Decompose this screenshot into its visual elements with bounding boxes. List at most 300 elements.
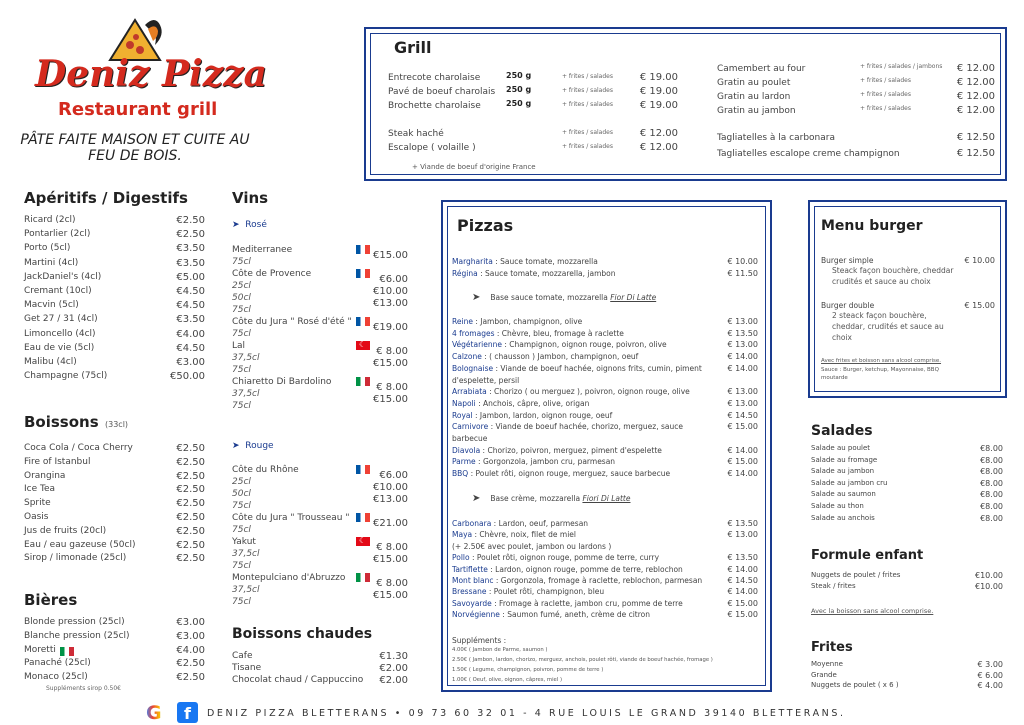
pizza-name: Parme — [452, 457, 476, 467]
supp-line: 1.00€ ( Oeuf, olive, oignon, câpres, miel ) — [452, 677, 563, 683]
grill-item-side: + frites / salades — [562, 87, 613, 94]
salades-item-price: €8.00 — [980, 502, 1003, 511]
bieres-item-price: €4.00 — [176, 644, 205, 656]
pizza-price: € 13.00 — [727, 530, 758, 540]
wine-size: 75cl — [232, 401, 251, 411]
aperitifs-item-price: €4.50 — [176, 342, 205, 354]
supp-line: 1.50€ ( Legume, champignon, poivron, pomme de terre ) — [452, 667, 604, 673]
boissons-item-price: €2.50 — [176, 456, 205, 468]
aperitifs-item-price: €3.50 — [176, 257, 205, 269]
pizza-price: € 15.00 — [727, 457, 758, 467]
grill-item-side: + frites / salades / jambons — [860, 63, 943, 70]
brand-subtitle: Restaurant grill — [58, 99, 218, 120]
pizza-desc: : Jambon, lardon, oignon rouge, oeuf — [472, 410, 613, 420]
grill-item-side: + frites / salades — [562, 143, 613, 150]
aperitifs-item-price: €4.00 — [176, 328, 205, 340]
pizza-desc: : Sauce tomate, mozzarella, jambon — [477, 269, 616, 278]
wine-price: €6.00 — [379, 470, 408, 481]
grill-item-price: € 12.50 — [956, 132, 995, 143]
salades-item-name: Salade au anchois — [811, 513, 875, 522]
wine-name: Mediterranee — [232, 245, 293, 255]
bieres-note: Suppléments sirop 0.50€ — [46, 685, 122, 692]
pizza-name: Régina — [452, 269, 478, 278]
pizza-desc: : Champignon, oignon rouge, poivron, olive — [501, 340, 667, 350]
pizza-desc: : Poulet rôti, oignon rouge, pomme de terre, curry — [469, 553, 660, 563]
frites-title: Frites — [811, 640, 853, 655]
grill-item-name: Entrecote charolaise — [388, 73, 481, 83]
wine-size: 25cl — [232, 477, 251, 487]
pizza-item — [452, 553, 659, 562]
grill-item-price: € 12.00 — [639, 142, 678, 153]
pizza-item — [452, 329, 624, 338]
grill-note: + Viande de boeuf d'origine France — [412, 163, 536, 171]
burger-note: Sauce : Burger, ketchup, Mayonnaise, BBQ moutarde — [821, 367, 939, 381]
boissons-item-price: €2.50 — [176, 484, 205, 496]
boissons-size: (33cl) — [105, 420, 129, 429]
aperitifs-item-name: Porto (5cl) — [24, 243, 71, 254]
grill-item-side: + frites / salades — [562, 129, 613, 136]
wine-size: 75cl — [232, 525, 251, 535]
pizza-item — [452, 352, 638, 361]
pizza-item — [452, 599, 683, 608]
pizza-desc: : Poulet rôti, champignon, bleu — [486, 587, 605, 597]
enfant-item-price: €10.00 — [975, 581, 1003, 591]
grill-item-price: € 12.00 — [956, 91, 995, 102]
boissons-item-price: €2.50 — [176, 553, 205, 565]
grill-item-name: Gratin au jambon — [717, 106, 796, 116]
wine-name: Yakut — [232, 537, 256, 547]
pizza-name: Carbonara — [452, 519, 492, 528]
rose-label — [232, 220, 267, 230]
pizza-desc: : Gorgonzola, jambon cru, parmesan — [475, 457, 616, 467]
aperitifs-item-price: €5.00 — [176, 271, 205, 283]
grill-item-name: Camembert au four — [717, 64, 806, 74]
pizza-price: € 13.00 — [727, 387, 758, 397]
pizza-price: € 14.50 — [727, 576, 758, 585]
pizza-price: € 13.50 — [727, 519, 758, 528]
pizza-name: Mont blanc — [452, 576, 494, 585]
wine-size: 37,5cl — [232, 549, 260, 559]
aperitifs-item-name: Cremant (10cl) — [24, 286, 92, 296]
pizza-base-text: Base sauce tomate, mozzarella — [490, 293, 611, 302]
pizza-name: Bolognaise — [452, 363, 494, 373]
bieres-item-price: €2.50 — [176, 658, 205, 670]
frites-item-price: € 3.00 — [977, 660, 1003, 669]
chaudes-item-name: Tisane — [232, 663, 262, 673]
chaudes-item-price: €1.30 — [379, 651, 408, 662]
bieres-item-name: Blonde pression (25cl) — [24, 617, 125, 627]
chaudes-title: Boissons chaudes — [232, 626, 373, 642]
aperitifs-item-price: €3.00 — [176, 357, 205, 368]
pizza-item — [452, 519, 588, 528]
boissons-item-name: Sirop / limonade (25cl) — [24, 553, 127, 564]
arrow-right-icon: ➤ — [472, 292, 481, 303]
arrow-right-icon: ➤ — [232, 220, 240, 230]
italy-flag-icon — [60, 647, 74, 656]
pizza-name: Royal — [452, 410, 473, 420]
pizza-price: € 14.50 — [727, 410, 758, 420]
pizzas-title: Pizzas — [457, 216, 514, 235]
chaudes-item-price: €2.00 — [379, 663, 408, 674]
pizza-name: Savoyarde — [452, 598, 492, 608]
boissons-item-name: Orangina — [24, 470, 66, 481]
brand-name: Deniz Pizza — [35, 53, 267, 95]
pizza-desc: : Viande de boeuf hachée, chorizo, merguez, sauce — [488, 422, 683, 432]
vins-title: Vins — [232, 189, 269, 207]
burger-price: € 15.00 — [964, 301, 995, 310]
pizza-desc: : Poulet rôti, oignon rouge, merguez, sauce barbecue — [468, 469, 671, 479]
grill-item-price: € 12.00 — [956, 63, 995, 74]
pizza-name: Carnivore — [452, 422, 489, 432]
boissons-item-price: €2.50 — [176, 443, 205, 454]
pizza-item — [452, 422, 683, 431]
grill-item-side: + frites / salades — [860, 105, 911, 112]
enfant-title: Formule enfant — [811, 548, 924, 563]
enfant-item-name: Steak / frites — [811, 581, 856, 590]
supp-line: 4.00€ ( Jambon de Parme, saumon ) — [452, 647, 548, 653]
wine-price: €6.00 — [379, 274, 408, 285]
arrow-right-icon: ➤ — [232, 441, 240, 451]
bieres-item-name: Panaché (25cl) — [24, 658, 91, 669]
pizza-item — [452, 317, 582, 326]
pizza-price: € 14.00 — [727, 363, 758, 373]
wine-size: 37,5cl — [232, 389, 260, 399]
wine-size: 37,5cl — [232, 585, 260, 595]
pizza-desc: : Chèvre, noix, filet de miel — [472, 530, 576, 540]
burger-name: Burger double — [821, 301, 875, 310]
chaudes-item-name: Cafe — [232, 651, 253, 661]
bieres-item-name: Monaco (25cl) — [24, 672, 88, 683]
pizza-price: € 13.50 — [727, 553, 758, 563]
burger-desc: Steack façon bouchère, cheddar crudités et sauce au choix — [832, 266, 954, 286]
pizza-base-link: Fiori Di Latte — [582, 494, 631, 503]
pizza-name: Bressane — [452, 587, 487, 597]
salades-item-price: €8.00 — [980, 478, 1003, 488]
aperitifs-item-name: Malibu (4cl) — [24, 357, 77, 367]
pizza-item — [452, 387, 690, 396]
pizza-desc: : Chorizo, poivron, merguez, piment d'espelette — [480, 445, 662, 455]
pizza-name: BBQ — [452, 469, 469, 479]
pizza-name: Napoli — [452, 398, 476, 408]
pizza-item — [452, 530, 576, 539]
pizza-name: Végétarienne — [452, 340, 502, 350]
pizza-desc: : Saumon fumé, aneth, crème de citron — [499, 610, 650, 620]
grill-item-name: Pavé de boeuf charolais — [388, 87, 496, 97]
bieres-item-price: €2.50 — [176, 672, 205, 684]
logo — [30, 15, 267, 130]
grill-item-name: Gratin au lardon — [717, 92, 791, 102]
grill-item-weight: 250 g — [506, 85, 532, 94]
aperitifs-item-name: Martini (4cl) — [24, 257, 79, 268]
chaudes-item-price: €2.00 — [379, 675, 408, 686]
wine-size: 75cl — [232, 305, 251, 315]
wine-price: €15.00 — [373, 590, 408, 601]
wine-name: Côte du Rhône — [232, 465, 299, 475]
frites-item-price: € 4.00 — [977, 681, 1003, 690]
grill-item-weight: 250 g — [506, 99, 532, 108]
grill-item-name: Tagliatelles à la carbonara — [717, 133, 835, 143]
arrow-right-icon: ➤ — [472, 493, 481, 504]
aperitifs-item-name: Limoncello (4cl) — [24, 328, 96, 339]
wine-price: €19.00 — [373, 322, 408, 333]
wine-name: Montepulciano d'Abruzzo — [232, 573, 346, 583]
aperitifs-item-price: €50.00 — [170, 371, 205, 383]
pizza-name: Margharita — [452, 257, 493, 266]
wine-name: Côte du Jura " Trousseau " — [232, 513, 350, 523]
salades-item-price: €8.00 — [980, 467, 1003, 477]
pizza-item — [452, 411, 612, 420]
pizza-price: € 11.50 — [727, 269, 758, 278]
pizza-item — [452, 565, 683, 574]
pizza-base-label — [472, 292, 656, 303]
aperitifs-item-price: €4.50 — [176, 286, 205, 297]
aperitifs-item-name: JackDaniel's (4cl) — [24, 271, 102, 282]
pizza-desc-cont: (+ 2.50€ avec poulet, jambon ou lardons ) — [452, 541, 612, 551]
pizza-price: € 14.00 — [727, 445, 758, 455]
boissons-item-name: Jus de fruits (20cl) — [24, 525, 107, 536]
salades-item-price: €8.00 — [980, 513, 1003, 523]
boissons-item-price: €2.50 — [176, 498, 205, 510]
pizza-item — [452, 399, 589, 408]
aperitifs-item-name: Champagne (75cl) — [24, 371, 108, 382]
aperitifs-item-name: Ricard (2cl) — [24, 215, 76, 225]
pizza-price: € 13.00 — [727, 398, 758, 408]
wine-price: €10.00 — [373, 286, 408, 297]
pizza-price: € 15.00 — [727, 422, 758, 432]
grill-item-side: + frites / salades — [860, 77, 911, 84]
pizza-price: € 14.00 — [727, 587, 758, 597]
pizza-price: € 13.00 — [727, 340, 758, 350]
enfant-note: Avec la boisson sans alcool comprise. — [811, 607, 934, 615]
aperitifs-item-name: Eau de vie (5cl) — [24, 342, 95, 353]
grill-item-price: € 19.00 — [639, 86, 678, 97]
grill-item-name: Gratin au poulet — [717, 78, 791, 88]
pizza-price: € 14.00 — [727, 564, 758, 574]
pizza-name: Reine — [452, 317, 473, 326]
pizza-price: € 13.00 — [727, 317, 758, 326]
wine-size: 50cl — [232, 293, 251, 303]
frites-item-name: Moyenne — [811, 660, 843, 668]
wine-size: 75cl — [232, 329, 251, 339]
burger-desc: 2 steack façon bouchère, cheddar, crudités et sauce au choix — [832, 311, 944, 342]
pizza-base-link: Fior Di Latte — [610, 293, 657, 302]
grill-item-name: Escalope ( volaille ) — [388, 143, 476, 153]
tagline: PÂTE FAITE MAISON ET CUITE AU FEU DE BOIS. — [20, 132, 250, 165]
pizza-desc: : ( chausson ) Jambon, champignon, oeuf — [481, 352, 639, 362]
grill-item-price: € 12.00 — [639, 128, 678, 139]
pizza-name: Norvégienne — [452, 610, 500, 620]
aperitifs-item-name: Macvin (5cl) — [24, 300, 79, 311]
grill-item-side: + frites / salades — [562, 101, 613, 108]
salades-item-price: €8.00 — [980, 455, 1003, 465]
frites-item-price: € 6.00 — [977, 670, 1003, 680]
aperitifs-item-price: €2.50 — [176, 215, 205, 226]
pizza-desc: : Viande de boeuf hachée, oignons frits, cumin, piment — [493, 363, 702, 373]
boissons-item-name: Coca Cola / Coca Cherry — [24, 443, 133, 453]
wine-size: 25cl — [232, 281, 251, 291]
pizza-desc-cont: d'espelette, persil — [452, 375, 520, 385]
pizza-price: € 15.00 — [727, 598, 758, 608]
wine-price: €21.00 — [373, 518, 408, 529]
supp-title: Suppléments : — [452, 636, 507, 645]
pizza-name: Pollo — [452, 553, 470, 563]
wine-size: 75cl — [232, 365, 251, 375]
wine-price: € 8.00 — [376, 542, 408, 553]
pizza-item — [452, 340, 667, 349]
salades-item-name: Salade au saumon — [811, 490, 876, 499]
rouge-label — [232, 441, 274, 451]
burger-price: € 10.00 — [964, 256, 995, 265]
grill-title: Grill — [394, 38, 432, 57]
grill-item-price: € 12.00 — [956, 77, 995, 88]
pizza-item — [452, 257, 598, 266]
pizza-name: Maya — [452, 530, 473, 540]
grill-item-side: + frites / salades — [562, 73, 613, 80]
pizza-base-text: Base crème, mozzarella — [490, 494, 583, 503]
wine-price: €15.00 — [373, 554, 408, 565]
boissons-item-name: Ice Tea — [24, 484, 56, 495]
pizza-item — [452, 587, 604, 596]
wine-name: Côte de Provence — [232, 269, 312, 279]
chaudes-item-name: Chocolat chaud / Cappuccino — [232, 675, 364, 685]
pizza-desc: : Chorizo ( ou merguez ), poivron, oignon rouge, olive — [486, 387, 690, 397]
grill-item-price: € 19.00 — [639, 72, 678, 83]
aperitifs-item-name: Get 27 / 31 (4cl) — [24, 314, 98, 325]
pizza-desc: : Lardon, oeuf, parmesan — [491, 519, 589, 528]
pizza-name: Diavola — [452, 445, 481, 455]
aperitifs-item-price: €2.50 — [176, 229, 205, 241]
pizza-desc: : Jambon, champignon, olive — [472, 317, 583, 326]
pizza-name: Tartiflette — [452, 564, 488, 574]
grill-item-price: € 19.00 — [639, 100, 678, 111]
pizza-item — [452, 269, 616, 278]
grill-item-name: Steak haché — [388, 129, 444, 139]
grill-item-name: Brochette charolaise — [388, 101, 481, 111]
aperitifs-item-price: €4.50 — [176, 300, 205, 312]
wine-price: €15.00 — [373, 394, 408, 405]
pizza-price: € 10.00 — [727, 257, 758, 266]
wine-price: € 8.00 — [376, 578, 408, 589]
wine-price: €15.00 — [373, 250, 408, 261]
pizza-item — [452, 457, 615, 466]
aperitifs-item-price: €3.50 — [176, 314, 205, 326]
supp-line: 2.50€ ( Jambon, lardon, chorizo, merguez, anchois, poulet rôti, viande de boeuf hachée, fromage ) — [452, 657, 713, 663]
wine-name: Lal — [232, 341, 246, 351]
pizza-price: € 15.00 — [727, 610, 758, 620]
wine-price: €13.00 — [373, 494, 408, 505]
wine-size: 75cl — [232, 561, 251, 571]
pizza-base-label — [472, 493, 631, 504]
google-icon[interactable]: G — [146, 703, 166, 723]
aperitifs-title: Apéritifs / Digestifs — [24, 189, 188, 207]
pizza-item — [452, 446, 662, 455]
salades-item-name: Salade au jambon cru — [811, 478, 888, 487]
salades-item-name: Salade au jambon — [811, 467, 875, 476]
salades-item-price: €8.00 — [980, 444, 1003, 453]
wine-price: €15.00 — [373, 358, 408, 369]
pizza-item — [452, 469, 670, 478]
grill-item-side: + frites / salades — [860, 91, 911, 98]
frites-item-name: Nuggets de poulet ( x 6 ) — [811, 681, 899, 689]
pizza-price: € 14.00 — [727, 352, 758, 362]
pizza-name: Arrabiata — [452, 387, 487, 397]
wine-price: € 8.00 — [376, 346, 408, 357]
aperitifs-item-price: €3.50 — [176, 243, 205, 255]
pizza-desc: : Gorgonzola, fromage à raclette, reblochon, parmesan — [493, 576, 703, 585]
frites-item-name: Grande — [811, 670, 837, 679]
wine-size: 37,5cl — [232, 353, 260, 363]
pizza-item — [452, 364, 702, 373]
pizza-desc: : Lardon, oignon rouge, pomme de terre, reblochon — [487, 564, 683, 574]
burger-note-link: Avec frites et boisson sans alcool comprise. — [821, 358, 942, 364]
rose-label-text: Rosé — [245, 220, 267, 230]
footer-text: DENIZ PIZZA BLETTERANS • 09 73 60 32 01 - 4 RUE LOUIS LE GRAND 39140 BLETTERANS. — [207, 708, 846, 719]
boissons-item-name: Oasis — [24, 512, 49, 522]
boissons-item-name: Fire of Istanbul — [24, 456, 91, 467]
burger-name: Burger simple — [821, 256, 874, 265]
bieres-item-price: €3.00 — [176, 617, 205, 628]
pizza-desc: : Fromage à raclette, jambon cru, pomme de terre — [491, 598, 683, 608]
boissons-item-price: €2.50 — [176, 512, 205, 523]
burger-title: Menu burger — [821, 218, 923, 234]
pizza-item — [452, 576, 702, 585]
bieres-item-name: Blanche pression (25cl) — [24, 630, 130, 641]
wine-size: 50cl — [232, 489, 251, 499]
grill-item-price: € 12.50 — [956, 148, 995, 159]
wine-size: 75cl — [232, 597, 251, 607]
bieres-title: Bières — [24, 591, 78, 609]
pizza-desc: : Sauce tomate, mozzarella — [492, 257, 598, 266]
pizza-price: € 14.00 — [727, 469, 758, 479]
salades-item-name: Salade au fromage — [811, 455, 878, 464]
boissons-item-name: Sprite — [24, 498, 51, 509]
enfant-item-name: Nuggets de poulet / frites — [811, 571, 901, 579]
wine-price: €10.00 — [373, 482, 408, 493]
bieres-item-name: Moretti — [24, 644, 56, 655]
wine-size: 75cl — [232, 501, 251, 511]
grill-item-name: Tagliatelles escalope creme champignon — [717, 149, 900, 159]
rouge-label-text: Rouge — [245, 441, 274, 451]
boissons-item-price: €2.50 — [176, 525, 205, 537]
bieres-item-price: €3.00 — [176, 630, 205, 642]
pizza-desc: : Chèvre, bleu, fromage à raclette — [494, 328, 624, 338]
wine-price: € 8.00 — [376, 382, 408, 393]
wine-price: €13.00 — [373, 298, 408, 309]
pizza-name: 4 fromages — [452, 328, 495, 338]
boissons-item-price: €2.50 — [176, 470, 205, 482]
wine-size: 75cl — [232, 257, 251, 267]
salades-item-name: Salade au poulet — [811, 444, 871, 452]
grill-item-price: € 12.00 — [956, 105, 995, 116]
salades-title: Salades — [811, 423, 873, 439]
pizza-item — [452, 610, 650, 619]
boissons-item-name: Eau / eau gazeuse (50cl) — [24, 539, 136, 550]
salades-item-price: €8.00 — [980, 490, 1003, 500]
aperitifs-item-name: Pontarlier (2cl) — [24, 229, 91, 240]
pizza-desc-cont: barbecue — [452, 434, 488, 443]
wine-name: Côte du Jura " Rosé d'été " — [232, 317, 352, 327]
pizza-price: € 13.50 — [727, 328, 758, 338]
pizza-name: Calzone — [452, 352, 482, 362]
wine-name: Chiaretto Di Bardolino — [232, 377, 332, 387]
pizza-desc: : Anchois, câpre, olive, origan — [475, 398, 590, 408]
salades-item-name: Salade au thon — [811, 502, 864, 510]
boissons-item-price: €2.50 — [176, 539, 205, 551]
facebook-icon[interactable]: f — [177, 702, 198, 723]
enfant-item-price: €10.00 — [975, 571, 1003, 580]
grill-item-weight: 250 g — [506, 71, 532, 80]
boissons-title: Boissons — [24, 413, 99, 431]
